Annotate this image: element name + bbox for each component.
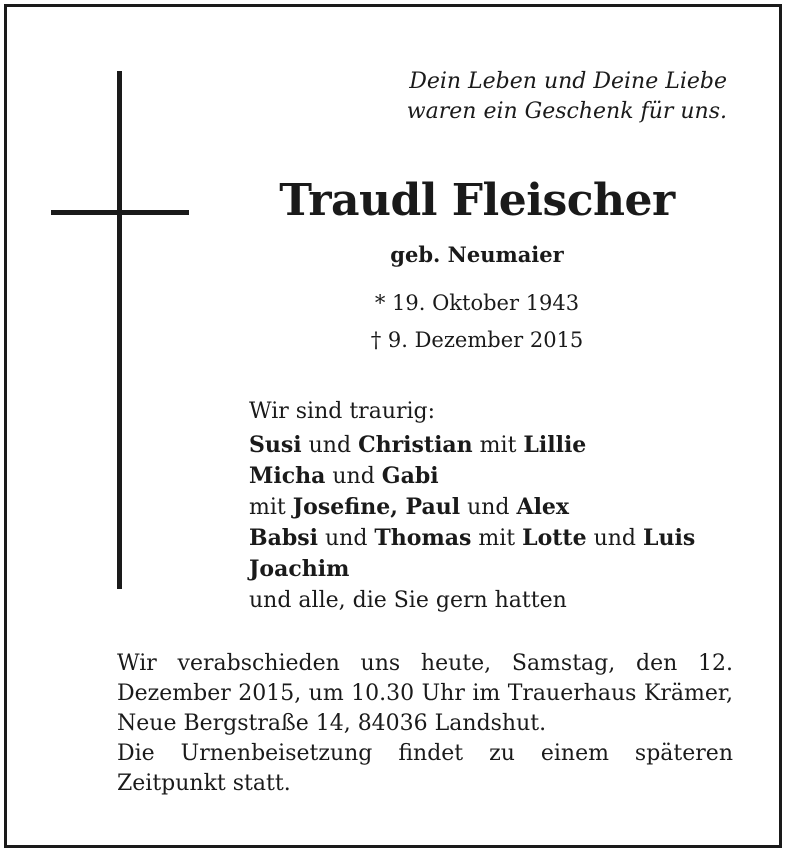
birth-date: * 19. Oktober 1943 — [374, 291, 580, 315]
mourner-connector: und alle, die Sie gern hatten — [249, 588, 567, 613]
mourner-connector: mit — [249, 495, 293, 520]
mourner-name: Thomas — [374, 525, 472, 551]
mourner-name: Micha — [249, 463, 326, 489]
motto-line: Dein Leben und Deine Liebe — [409, 69, 727, 94]
burial-note: Die Urnenbeisetzung findet zu einem späteren Zeitpunkt statt. — [117, 741, 733, 796]
mourner-line — [249, 461, 695, 492]
deceased-name: Traudl Fleischer — [279, 175, 675, 226]
mourner-name: Lillie — [523, 432, 587, 458]
mourner-name: Susi — [249, 432, 302, 458]
mourner-name: Christian — [358, 432, 473, 458]
funeral-details: Wir verabschieden uns heute, Samstag, den 12. Dezember 2015, um 10.30 Uhr im Trauerhaus Krämer, Neue Bergstraße 14, 84036 Landshut. — [117, 651, 733, 736]
mourners-block — [249, 396, 695, 616]
mourner-connector: mit — [471, 526, 523, 551]
mourner-name: Alex — [516, 494, 570, 520]
funeral-message — [117, 649, 733, 799]
mourner-connector: und — [317, 526, 375, 551]
mourner-list — [249, 430, 695, 616]
mourner-line — [249, 523, 695, 554]
mourner-line — [249, 492, 695, 523]
death-date: † 9. Dezember 2015 — [370, 328, 584, 352]
mourner-line — [249, 430, 695, 461]
obituary-notice — [4, 4, 782, 848]
mourner-name: Joachim — [249, 556, 350, 582]
birth-name: geb. Neumaier — [390, 242, 564, 267]
mourner-connector: mit — [472, 433, 524, 458]
mourner-line — [249, 585, 695, 616]
mourner-name: Luis — [643, 525, 696, 551]
mourner-connector: und — [586, 526, 643, 551]
mourners-intro: Wir sind traurig: — [249, 399, 436, 424]
mourner-name: Gabi — [381, 463, 439, 489]
mourner-connector: und — [460, 495, 517, 520]
mourner-name: Lotte — [522, 525, 587, 551]
mourner-name: Josefine, Paul — [292, 494, 461, 520]
motto — [407, 67, 727, 127]
mourner-line — [249, 554, 695, 585]
mourner-name: Babsi — [249, 525, 318, 551]
mourner-connector: und — [325, 464, 382, 489]
mourner-connector: und — [301, 433, 359, 458]
motto-line: waren ein Geschenk für uns. — [406, 99, 727, 124]
